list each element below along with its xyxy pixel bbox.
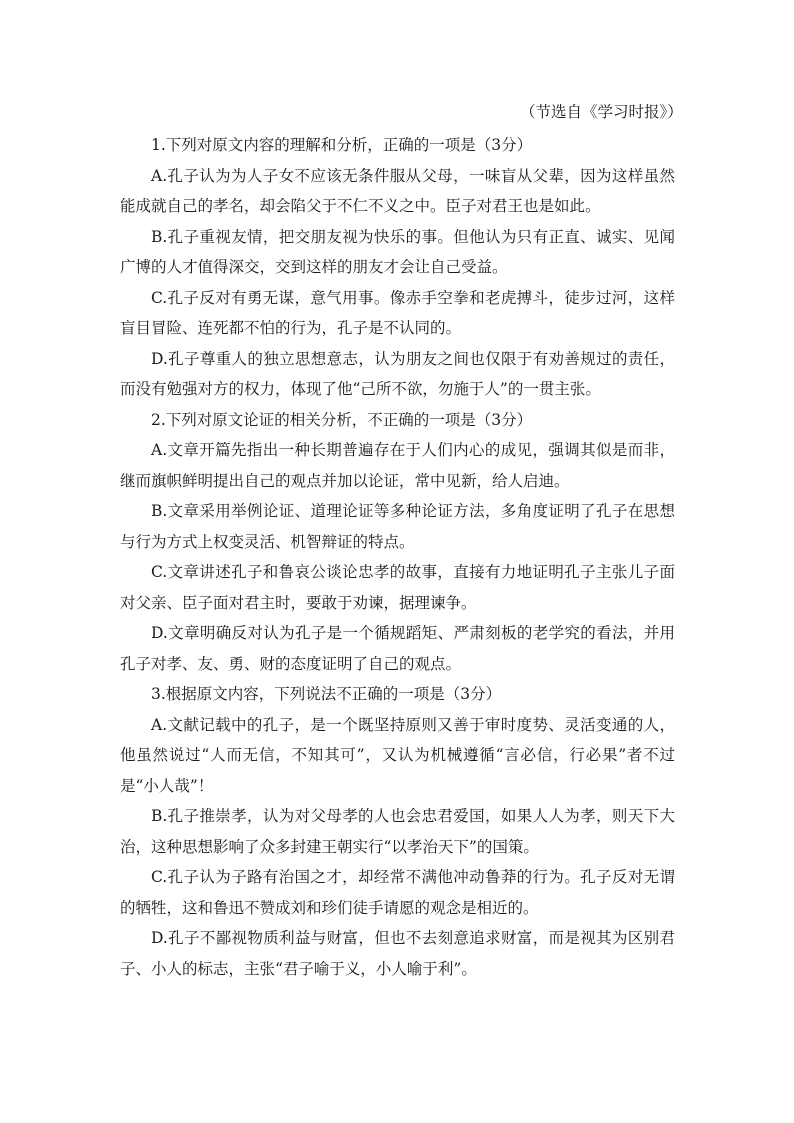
option-c: C.文章讲述孔子和鲁哀公谈论忠孝的故事，直接有力地证明孔子主张儿子面对父亲、臣子面对君主时，要敢于劝谏，据理谏争。 [120,563,675,612]
option-a: A.文献记载中的孔子，是一个既坚持原则又善于审时度势、灵活变通的人，他虽然说过“人而无信，不知其可”，又认为机械遵循“言必信，行必果”者不过是“小人哉”！ [120,715,675,795]
source-citation: （节选自《学习时报》） [520,103,683,121]
question-stem: 3.根据原文内容，下列说法不正确的一项是（3分） [151,685,502,703]
option-d: D.文章明确反对认为孔子是一个循规蹈矩、严肃刻板的老学究的看法，并用孔子对孝、友、勇、财的态度证明了自己的观点。 [120,624,675,673]
option-c: C.孔子认为子路有治国之才，却经常不满他冲动鲁莽的行为。孔子反对无谓的牺牲，这和鲁迅不赞成刘和珍们徒手请愿的观念是相近的。 [120,868,675,917]
option-b: B.孔子重视友情，把交朋友视为快乐的事。但他认为只有正直、诚实、见闻广博的人才值得深交，交到这样的朋友才会让自己受益。 [120,227,675,276]
option-b: B.文章采用举例论证、道理论证等多种论证方法，多角度证明了孔子在思想与行为方式上权变灵活、机智辩证的特点。 [120,502,675,551]
question-list [120,130,675,984]
option-a: A.文章开篇先指出一种长期普遍存在于人们内心的成见，强调其似是而非，继而旗帜鲜明提出自己的观点并加以论证，常中见新，给人启迪。 [120,441,675,490]
option-c: C.孔子反对有勇无谋，意气用事。像赤手空拳和老虎搏斗，徒步过河，这样盲目冒险、连死都不怕的行为，孔子是不认同的。 [120,288,675,337]
option-b: B.孔子推崇孝，认为对父母孝的人也会忠君爱国，如果人人为孝，则天下大治，这种思想影响了众多封建王朝实行“以孝治天下”的国策。 [120,807,675,856]
option-a: A.孔子认为为人子女不应该无条件服从父母，一味盲从父辈，因为这样虽然能成就自己的孝名，却会陷父于不仁不义之中。臣子对君王也是如此。 [120,166,675,215]
option-d: D.孔子不鄙视物质利益与财富，但也不去刻意追求财富，而是视其为区别君子、小人的标志，主张“君子喻于义，小人喻于利”。 [120,929,675,978]
question-stem: 1.下列对原文内容的理解和分析，正确的一项是（3分） [151,136,533,154]
question-stem: 2.下列对原文论证的相关分析，不正确的一项是（3分） [151,410,533,429]
option-d: D.孔子尊重人的独立思想意志，认为朋友之间也仅限于有劝善规过的责任，而没有勉强对方的权力，体现了他“己所不欲，勿施于人”的一贯主张。 [120,349,675,398]
